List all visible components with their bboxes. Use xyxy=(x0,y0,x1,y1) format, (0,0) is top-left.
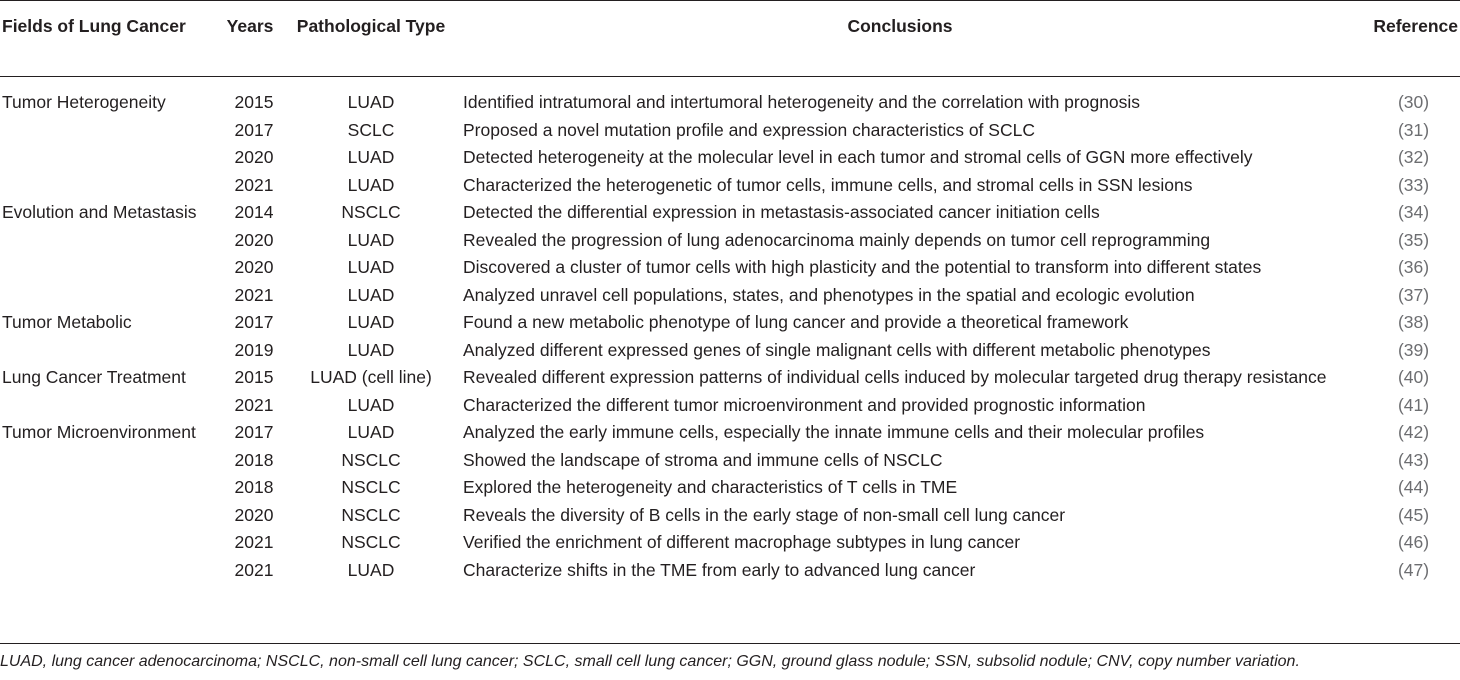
header-field: Fields of Lung Cancer xyxy=(2,16,186,36)
reference-cell: (34) xyxy=(1397,202,1430,222)
table-row xyxy=(0,77,1460,117)
type-cell: LUAD xyxy=(347,92,395,112)
conclusion-cell: Revealed different expression patterns of individual cells induced by molecular targeted drug therapy resistance xyxy=(463,367,1327,387)
reference-cell: (42) xyxy=(1397,422,1430,442)
reference-cell: (40) xyxy=(1397,367,1430,387)
reference-cell: (33) xyxy=(1397,174,1430,195)
conclusion-cell: Explored the heterogeneity and characteristics of T cells in TME xyxy=(463,477,958,497)
reference-cell: (35) xyxy=(1397,229,1430,250)
conclusion-cell: Found a new metabolic phenotype of lung cancer and provide a theoretical framework xyxy=(463,312,1129,332)
year-cell: 2017 xyxy=(234,422,274,442)
year-cell: 2020 xyxy=(234,257,274,277)
conclusion-cell: Analyzed different expressed genes of single malignant cells with different metabolic phenotypes xyxy=(463,339,1211,360)
type-cell: LUAD (cell line) xyxy=(310,367,432,387)
header-years: Years xyxy=(226,16,274,36)
table-row xyxy=(0,419,1460,447)
year-cell: 2018 xyxy=(234,477,274,497)
table-row xyxy=(0,254,1460,282)
conclusion-cell: Revealed the progression of lung adenocarcinoma mainly depends on tumor cell reprogramming xyxy=(463,229,1211,250)
reference-cell: (45) xyxy=(1397,504,1430,525)
table-row xyxy=(0,227,1460,255)
year-cell: 2018 xyxy=(234,449,274,470)
type-cell: LUAD xyxy=(347,339,395,360)
type-cell: LUAD xyxy=(347,312,395,332)
reference-cell: (30) xyxy=(1397,92,1430,112)
header-reference: Reference xyxy=(1373,16,1458,36)
table-row xyxy=(0,557,1460,585)
reference-cell: (37) xyxy=(1397,284,1430,305)
reference-cell: (38) xyxy=(1397,312,1430,332)
conclusion-cell: Showed the landscape of stroma and immune cells of NSCLC xyxy=(463,449,943,470)
field-cell: Tumor Microenvironment xyxy=(2,422,196,442)
table-row xyxy=(0,117,1460,145)
year-cell: 2017 xyxy=(234,312,274,332)
year-cell: 2021 xyxy=(234,394,274,415)
year-cell: 2015 xyxy=(234,367,274,387)
header-conclusions: Conclusions xyxy=(847,16,953,36)
type-cell: NSCLC xyxy=(341,504,401,525)
reference-cell: (36) xyxy=(1397,257,1430,277)
bottom-rule xyxy=(0,643,1460,644)
conclusion-cell: Discovered a cluster of tumor cells with high plasticity and the potential to transform into different states xyxy=(463,257,1262,277)
year-cell: 2021 xyxy=(234,532,274,552)
year-cell: 2021 xyxy=(234,174,274,195)
reference-cell: (31) xyxy=(1397,119,1430,140)
conclusion-cell: Identified intratumoral and intertumoral heterogeneity and the correlation with prognosis xyxy=(463,92,1141,112)
year-cell: 2017 xyxy=(234,119,274,140)
conclusion-cell: Characterize shifts in the TME from early to advanced lung cancer xyxy=(463,559,976,580)
table-row xyxy=(0,474,1460,502)
type-cell: LUAD xyxy=(347,174,395,195)
conclusion-cell: Detected the differential expression in metastasis-associated cancer initiation cells xyxy=(463,202,1100,222)
table-row xyxy=(0,392,1460,420)
reference-cell: (39) xyxy=(1397,339,1430,360)
field-cell: Lung Cancer Treatment xyxy=(2,367,186,387)
table-row xyxy=(0,199,1460,227)
header-pathological-type: Pathological Type xyxy=(296,16,446,36)
reference-cell: (41) xyxy=(1397,394,1430,415)
year-cell: 2020 xyxy=(234,229,274,250)
type-cell: NSCLC xyxy=(341,449,401,470)
conclusion-cell: Characterized the heterogenetic of tumor cells, immune cells, and stromal cells in SSN lesions xyxy=(463,174,1193,195)
reference-cell: (43) xyxy=(1397,449,1430,470)
type-cell: NSCLC xyxy=(341,532,401,552)
table-row xyxy=(0,282,1460,310)
table-row xyxy=(0,309,1460,337)
type-cell: LUAD xyxy=(347,559,395,580)
table-row xyxy=(0,447,1460,475)
year-cell: 2019 xyxy=(234,339,274,360)
year-cell: 2021 xyxy=(234,284,274,305)
table-row xyxy=(0,502,1460,530)
type-cell: NSCLC xyxy=(341,202,401,222)
conclusion-cell: Verified the enrichment of different macrophage subtypes in lung cancer xyxy=(463,532,1021,552)
reference-cell: (44) xyxy=(1397,477,1430,497)
conclusion-cell: Detected heterogeneity at the molecular level in each tumor and stromal cells of GGN more effectively xyxy=(463,147,1253,167)
table-row xyxy=(0,172,1460,200)
table-row xyxy=(0,529,1460,557)
year-cell: 2020 xyxy=(234,504,274,525)
type-cell: LUAD xyxy=(347,147,395,167)
table-row xyxy=(0,364,1460,392)
field-cell: Tumor Heterogeneity xyxy=(2,92,166,112)
year-cell: 2020 xyxy=(234,147,274,167)
type-cell: SCLC xyxy=(347,119,395,140)
conclusion-cell: Proposed a novel mutation profile and expression characteristics of SCLC xyxy=(463,119,1035,140)
reference-cell: (46) xyxy=(1397,532,1430,552)
table-footnote: LUAD, lung cancer adenocarcinoma; NSCLC, non-small cell lung cancer; SCLC, small cell lung cancer; GGN, ground glass nodule; SSN, subsolid nodule; CNV, copy number variation. xyxy=(0,653,1300,670)
year-cell: 2015 xyxy=(234,92,274,112)
type-cell: LUAD xyxy=(347,394,395,415)
type-cell: LUAD xyxy=(347,284,395,305)
reference-cell: (47) xyxy=(1397,559,1430,580)
header-row xyxy=(0,0,1460,77)
year-cell: 2014 xyxy=(234,202,274,222)
table-row xyxy=(0,144,1460,172)
conclusion-cell: Analyzed unravel cell populations, states, and phenotypes in the spatial and ecologic evolution xyxy=(463,284,1195,305)
field-cell: Evolution and Metastasis xyxy=(2,202,197,222)
type-cell: LUAD xyxy=(347,422,395,442)
type-cell: LUAD xyxy=(347,229,395,250)
year-cell: 2021 xyxy=(234,559,274,580)
table-row xyxy=(0,337,1460,365)
conclusion-cell: Reveals the diversity of B cells in the early stage of non-small cell lung cancer xyxy=(463,504,1066,525)
conclusion-cell: Analyzed the early immune cells, especially the innate immune cells and their molecular profiles xyxy=(463,422,1205,442)
type-cell: NSCLC xyxy=(341,477,401,497)
type-cell: LUAD xyxy=(347,257,395,277)
field-cell: Tumor Metabolic xyxy=(2,312,132,332)
conclusion-cell: Characterized the different tumor microenvironment and provided prognostic information xyxy=(463,394,1146,415)
reference-cell: (32) xyxy=(1397,147,1430,167)
